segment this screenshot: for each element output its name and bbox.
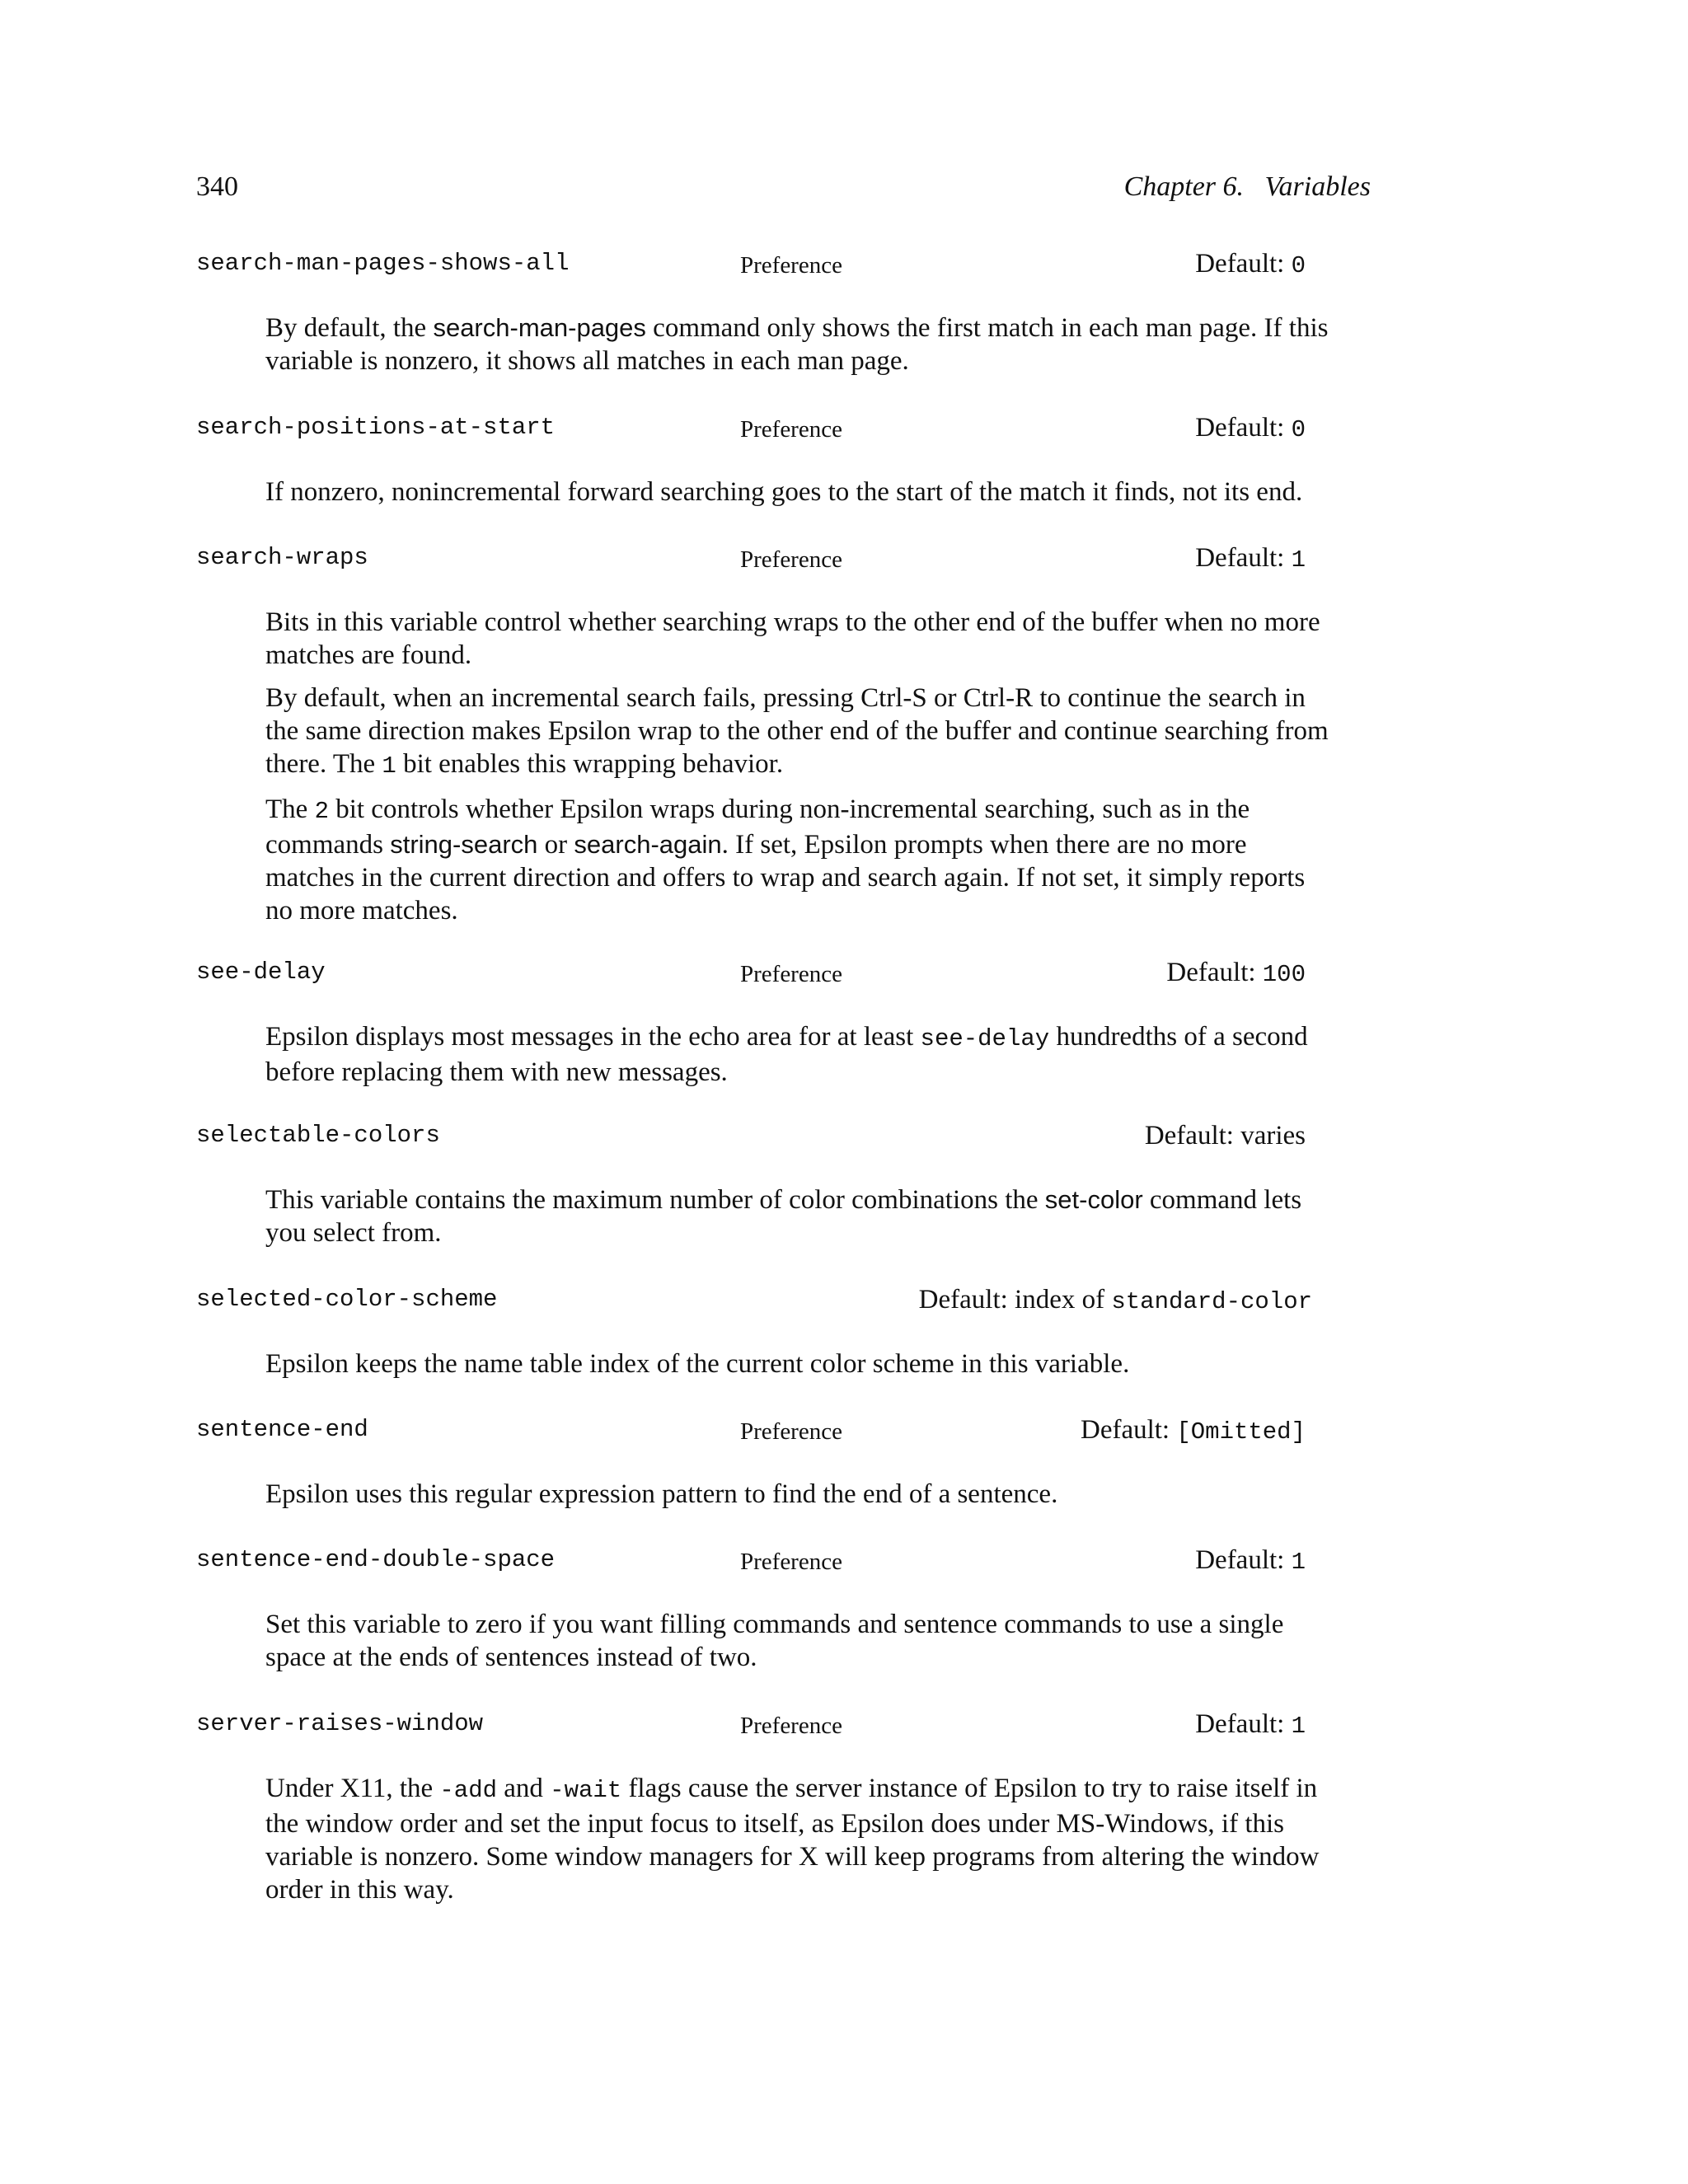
variable-default: Default: 100 [1166, 958, 1306, 988]
variable-default: Default: [Omitted] [1080, 1415, 1306, 1446]
variable-type: Preference [740, 1418, 842, 1445]
command-name: search-again [574, 830, 722, 859]
variable-default: Default: 1 [1195, 543, 1306, 574]
entry-header [196, 1118, 1375, 1154]
entry-header [196, 410, 1375, 446]
entry-header [196, 1706, 1375, 1742]
variable-default: Default: 0 [1195, 249, 1306, 279]
variable-default: Default: index of standard-color [918, 1285, 1312, 1315]
variable-name: search-positions-at-start [196, 414, 556, 441]
paragraph: By default, the search-man-pages command only shows the first match in each man page. If this variable is nonzero, it shows all matches in each man page. [265, 313, 1329, 376]
paragraph: If nonzero, nonincremental forward searching goes to the start of the match it finds, not its end. [265, 477, 1303, 507]
variable-default: Default: 0 [1195, 413, 1306, 443]
page-number: 340 [196, 171, 238, 202]
variable-name: server-raises-window [196, 1710, 484, 1737]
variable-default: Default: 1 [1195, 1709, 1306, 1740]
entry-header [196, 246, 1375, 282]
entry-header [196, 1412, 1375, 1448]
paragraph: Set this variable to zero if you want filling commands and sentence commands to use a single space at the ends of sentences instead of two. [265, 1610, 1284, 1672]
paragraph: Epsilon uses this regular expression pattern to find the end of a sentence. [265, 1479, 1058, 1509]
entry-header [196, 540, 1375, 576]
variable-type: Preference [740, 416, 842, 443]
variable-name: search-wraps [196, 544, 368, 571]
entry-description [265, 606, 1329, 937]
entry-description [265, 476, 1395, 518]
entry-description [265, 1020, 1329, 1099]
entry-description [265, 1183, 1329, 1259]
entry-description [265, 1347, 1329, 1390]
entry-header [196, 1542, 1375, 1578]
command-name: search-man-pages [433, 313, 646, 342]
variable-default: Default: 1 [1195, 1545, 1306, 1576]
paragraph: This variable contains the maximum number of color combinations the set-color command lets you select from. [265, 1185, 1302, 1248]
variable-default: Default: varies [1144, 1121, 1306, 1151]
entry-description [265, 312, 1329, 387]
paragraph: By default, when an incremental search fails, pressing Ctrl-S or Ctrl-R to continue the search in the same direction makes Epsilon wrap to the other end of the buffer and continue searching from there. The 1 bit enables this wrapping behavior. [265, 683, 1329, 780]
paragraph: Bits in this variable control whether searching wraps to the other end of the buffer when no more matches are found. [265, 607, 1320, 670]
variable-name: search-man-pages-shows-all [196, 250, 570, 277]
variable-type: Preference [740, 1713, 842, 1739]
variable-name: sentence-end-double-space [196, 1546, 556, 1573]
entry-header [196, 954, 1375, 991]
paragraph: Epsilon displays most messages in the echo area for at least see-delay hundredths of a second before replacing them with new messages. [265, 1022, 1308, 1087]
running-head: Chapter 6. Variables [1123, 171, 1371, 202]
variable-type: Preference [740, 546, 842, 573]
paragraph: The 2 bit controls whether Epsilon wraps during non-incremental searching, such as in the commands string-search or search-again. If set, Epsilon prompts when there are no more matches in the current direction and offers to wrap and search again. If not set, it simply reports no more matches. [265, 794, 1306, 926]
variable-type: Preference [740, 961, 842, 987]
paragraph: Epsilon keeps the name table index of the current color scheme in this variable. [265, 1349, 1130, 1379]
variable-name: selected-color-scheme [196, 1286, 498, 1313]
paragraph: Under X11, the -add and -wait flags cause the server instance of Epsilon to try to raise itself in the window order and set the input focus to itself, as Epsilon does under MS-Windows, if this variable is nonzero. Some window managers for X will keep programs from altering the window order in this way. [265, 1774, 1320, 1905]
entry-header [196, 1282, 1375, 1318]
variable-name: see-delay [196, 958, 326, 986]
command-name: string-search [390, 830, 538, 859]
command-name: set-color [1044, 1185, 1143, 1214]
entry-description [265, 1772, 1329, 1916]
variable-type: Preference [740, 252, 842, 279]
entry-description [265, 1478, 1329, 1521]
variable-name: selectable-colors [196, 1122, 440, 1149]
entry-description [265, 1608, 1329, 1684]
variable-type: Preference [740, 1549, 842, 1575]
variable-name: sentence-end [196, 1416, 368, 1443]
